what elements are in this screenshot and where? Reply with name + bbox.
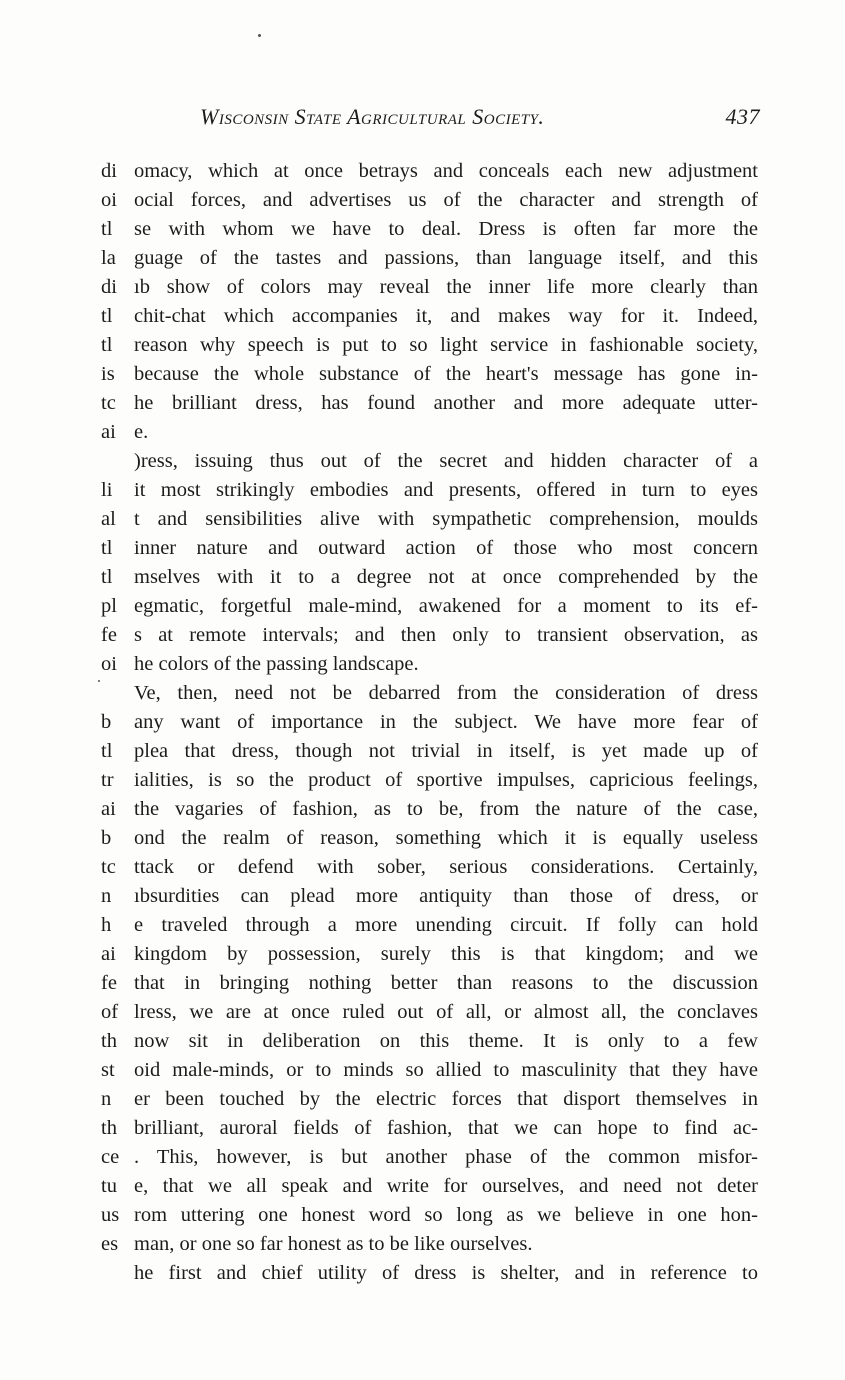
text-line: se with whom we have to deal. Dress is often far more the: [134, 218, 758, 240]
margin-fragment: [101, 447, 131, 476]
margin-fragment: [101, 679, 131, 708]
text-line: because the whole substance of the heart's message has gone in-: [134, 363, 758, 385]
body-text-column: [134, 157, 758, 1288]
text-line: egmatic, forgetful male-mind, awakened for a moment to its ef-: [134, 595, 758, 617]
text-line: ond the realm of reason, something which it is equally useless: [134, 827, 758, 849]
text-line: reason why speech is put to so light service in fashionable society,: [134, 334, 758, 356]
text-line: e, that we all speak and write for ourselves, and need not deter: [134, 1175, 758, 1197]
margin-fragment: li: [101, 479, 113, 501]
margin-fragment: is: [101, 363, 115, 385]
header-title: Wisconsin State Agricultural Society.: [200, 104, 545, 129]
margin-fragment: n: [101, 885, 112, 907]
margin-fragment: tl: [101, 334, 113, 356]
margin-fragment: ai: [101, 798, 116, 820]
text-line: t and sensibilities alive with sympathetic comprehension, moulds: [134, 508, 758, 530]
margin-fragment: di: [101, 276, 117, 298]
text-line: s at remote intervals; and then only to transient observation, as: [134, 624, 758, 646]
margin-fragment: tl: [101, 305, 113, 327]
margin-fragment: tu: [101, 1175, 117, 1197]
margin-fragment: h: [101, 914, 112, 936]
text-line: the vagaries of fashion, as to be, from the nature of the case,: [134, 798, 758, 820]
text-line: oid male-minds, or to minds so allied to masculinity that they have: [134, 1059, 758, 1081]
margin-fragment: n: [101, 1088, 112, 1110]
cropped-margin-column: [101, 157, 131, 1288]
running-header: [200, 104, 760, 134]
text-line: he first and chief utility of dress is shelter, and in reference to: [134, 1262, 758, 1284]
text-line: e traveled through a more unending circuit. If folly can hold: [134, 914, 758, 936]
margin-fragment: of: [101, 1001, 119, 1023]
margin-fragment: b: [101, 827, 112, 849]
ink-speck: [98, 680, 100, 682]
margin-fragment: th: [101, 1117, 117, 1139]
margin-fragment: di: [101, 160, 117, 182]
margin-fragment: tc: [101, 392, 116, 414]
text-line: it most strikingly embodies and presents, offered in turn to eyes: [134, 479, 758, 501]
text-line: rom uttering one honest word so long as we believe in one hon-: [134, 1204, 758, 1226]
margin-fragment: fe: [101, 972, 117, 994]
text-line: ıbsurdities can plead more antiquity than those of dress, or: [134, 885, 758, 907]
text-line: guage of the tastes and passions, than language itself, and this: [134, 247, 758, 269]
margin-fragment: ce: [101, 1146, 120, 1168]
margin-fragment: al: [101, 508, 116, 530]
text-line: plea that dress, though not trivial in itself, is yet made up of: [134, 740, 758, 762]
text-line: he colors of the passing landscape.: [134, 653, 419, 675]
margin-fragment: tr: [101, 769, 114, 791]
text-line: that in bringing nothing better than reasons to the discussion: [134, 972, 758, 994]
margin-fragment: oi: [101, 653, 117, 675]
margin-fragment: es: [101, 1233, 119, 1255]
margin-fragment: ai: [101, 943, 116, 965]
margin-fragment: ai: [101, 421, 116, 443]
margin-fragment: oi: [101, 189, 117, 211]
margin-fragment: tl: [101, 537, 113, 559]
margin-fragment: us: [101, 1204, 120, 1226]
margin-fragment: tc: [101, 856, 116, 878]
margin-fragment: pl: [101, 595, 117, 617]
text-line: Ve, then, need not be debarred from the consideration of dress: [134, 682, 758, 704]
text-line: e.: [134, 421, 149, 443]
margin-fragment: tl: [101, 218, 113, 240]
text-line: any want of importance in the subject. We have more fear of: [134, 711, 758, 733]
text-line: ialities, is so the product of sportive impulses, capricious feelings,: [134, 769, 758, 791]
text-line: ttack or defend with sober, serious considerations. Certainly,: [134, 856, 758, 878]
text-line: now sit in deliberation on this theme. It is only to a few: [134, 1030, 758, 1052]
text-line: )ress, issuing thus out of the secret and hidden character of a: [134, 450, 758, 472]
text-line: er been touched by the electric forces that disport themselves in: [134, 1088, 758, 1110]
text-line: ocial forces, and advertises us of the character and strength of: [134, 189, 758, 211]
margin-fragment: [101, 1259, 131, 1288]
text-line: lress, we are at once ruled out of all, or almost all, the conclaves: [134, 1001, 758, 1023]
margin-fragment: st: [101, 1059, 115, 1081]
margin-fragment: tl: [101, 740, 113, 762]
text-line: ıb show of colors may reveal the inner life more clearly than: [134, 276, 758, 298]
text-line: he brilliant dress, has found another and more adequate utter-: [134, 392, 758, 414]
ink-speck: [258, 34, 261, 37]
margin-fragment: tl: [101, 566, 113, 588]
text-line: . This, however, is but another phase of the common misfor-: [134, 1146, 758, 1168]
margin-fragment: fe: [101, 624, 117, 646]
text-line: chit-chat which accompanies it, and makes way for it. Indeed,: [134, 305, 758, 327]
margin-fragment: th: [101, 1030, 117, 1052]
margin-fragment: b: [101, 711, 112, 733]
text-line: brilliant, auroral fields of fashion, that we can hope to find ac-: [134, 1117, 758, 1139]
text-line: mselves with it to a degree not at once comprehended by the: [134, 566, 758, 588]
margin-fragment: la: [101, 247, 116, 269]
text-line: omacy, which at once betrays and conceals each new adjustment: [134, 160, 758, 182]
page-number: 437: [725, 104, 760, 129]
text-line: man, or one so far honest as to be like ourselves.: [134, 1233, 533, 1255]
text-line: kingdom by possession, surely this is that kingdom; and we: [134, 943, 758, 965]
text-line: inner nature and outward action of those who most concern: [134, 537, 758, 559]
